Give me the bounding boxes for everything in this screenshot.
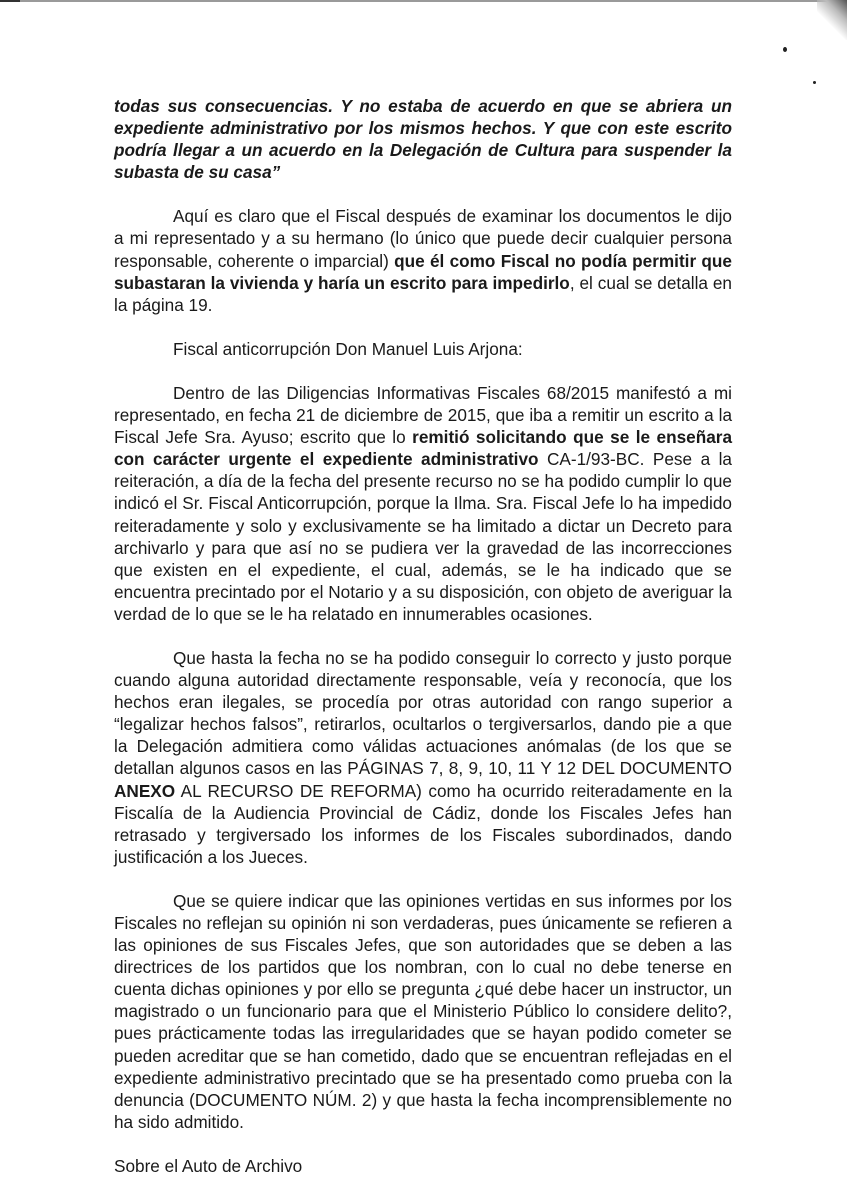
text-run: Que hasta la fecha no se ha podido conseguir lo correcto y justo porque cuando alguna autoridad directamente responsable, veía y reconocía, que los hechos eran ilegales, se procedía por otras autoridad con rango superior a “legalizar hechos falsos”, retirarlos, ocultarlos o tergiversarlos, dando pie a que la Delegación admitiera como válidas actuaciones anómalas (de los que se detallan algunos casos en las PÁGINAS 7, 8, 9, 10, 11 Y 12 DEL DOCUMENTO <box>114 647 732 779</box>
paragraph-opiniones: Que se quiere indicar que las opiniones vertidas en sus informes por los Fiscales no reflejan su opinión ni son verdaderas, pues únicamente se refieren a las opiniones de sus Fiscales Jefes, que son autoridades que se deben a las directrices de los partidos que los nombran, con lo cual no debe tenerse en cuenta dichas opiniones y por ello se pregunta ¿qué debe hacer un instructor, un magistrado o un funcionario para que el Ministerio Público lo considere delito?, pues prácticamente todas las irregularidades que se hayan podido cometer se pueden acreditar que se han cometido, dado que se encuentran reflejadas en el expediente administrativo precintado que se ha presentado como prueba con la denuncia (DOCUMENTO NÚM. 2) y que hasta la fecha incomprensiblemente no ha sido admitido. <box>114 890 732 1132</box>
document-page <box>114 95 732 1199</box>
text-run: Aquí es claro que el Fiscal después de examinar los documentos le dijo a mi representado y a su hermano (lo único que puede decir cualquier persona responsable, coherente o imparcial) <box>114 206 732 271</box>
text-run: AL RECURSO DE REFORMA) como ha ocurrido reiteradamente en la Fiscalía de la Audiencia Provincial de Cádiz, donde los Fiscales Jefes han retrasado y tergiversado los informes de los Fiscales subordinados, dando justificación a los Jueces. <box>114 780 732 867</box>
bold-text-run: que él como Fiscal no podía permitir que subastaran la vivienda y haría un escrito para impedirlo <box>114 250 732 293</box>
scan-top-edge <box>0 0 847 2</box>
text-run: Dentro de las Diligencias Informativas Fiscales 68/2015 manifestó a mi representado, en fecha 21 de diciembre de 2015, que iba a remitir un escrito a la Fiscal Jefe Sra. Ayuso; escrito que lo <box>114 382 732 448</box>
scan-speck <box>783 47 787 52</box>
paragraph-diligencias <box>114 382 732 625</box>
text-run: CA-1/93-BC. Pese a la reiteración, a día de la fecha del presente recurso no se ha podido cumplir lo que indicó el Sr. Fiscal Anticorrupción, porque la Ilma. Sra. Fiscal Jefe lo ha impedido reiteradamente y solo y exclusivamente se ha limitado a dictar un Decreto para archivarlo y para que así no se pudiera ver la gravedad de las incorrecciones que existen en el expediente, el cual, además, se le ha indicado que se encuentra precintado por el Notario y a su disposición, con objeto de averiguar la verdad de lo que se le ha relatado en innumerables ocasiones. <box>114 449 732 624</box>
paragraph-hasta-la-fecha <box>114 647 732 868</box>
scan-speck <box>813 81 816 84</box>
text-run: , el cual se detalla en la página 19. <box>114 272 732 315</box>
scan-top-edge-dark <box>0 0 20 2</box>
heading-fiscal-anticorrupcion: Fiscal anticorrupción Don Manuel Luis Arjona: <box>173 338 523 359</box>
quoted-paragraph: todas sus consecuencias. Y no estaba de acuerdo en que se abriera un expediente administrativo por los mismos hechos. Y que con este escrito podría llegar a un acuerdo en la Delegación de Cultura para suspender la subasta de su casa” <box>114 96 732 183</box>
heading-auto-de-archivo: Sobre el Auto de Archivo <box>114 1155 303 1176</box>
scan-corner-shadow <box>817 0 847 40</box>
bold-text-run: ANEXO <box>114 780 176 801</box>
paragraph-fiscal-statement <box>114 205 732 315</box>
bold-text-run: remitió solicitando que se le enseñara con carácter urgente el expediente administrativo <box>114 427 732 470</box>
